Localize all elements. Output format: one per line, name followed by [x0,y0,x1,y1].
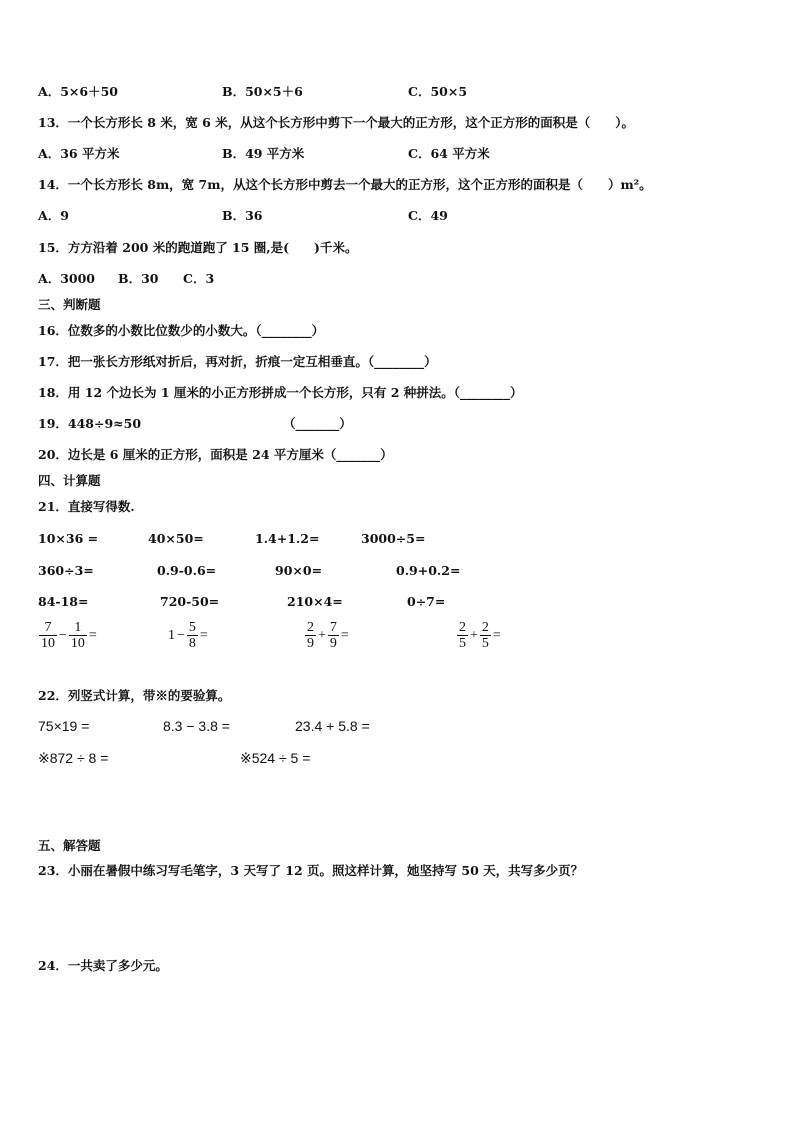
fraction [39,620,57,651]
fraction [305,620,316,651]
denominator: 8 [188,636,196,651]
q21-item: 40×50= [148,531,204,546]
denominator: 10 [41,636,55,651]
numerator: 2 [459,620,466,635]
fraction [69,620,87,651]
q22-item: ※872 ÷ 8 = [38,750,109,766]
q22-item: 75×19 = [38,718,90,734]
q14-option-c: C．49 [408,208,448,223]
equals-sign: = [492,627,501,643]
q16: 16．位数多的小数比位数少的小数大。（________） [38,323,325,338]
q21-stem: 21．直接写得数. [38,499,135,514]
q22-item: ※524 ÷ 5 = [240,750,311,766]
fraction [187,620,198,651]
denominator: 10 [70,636,85,651]
q12-option-a: A．5×6＋50 [38,84,118,99]
q21-item: 0.9+0.2= [396,563,461,578]
q19-expression: 19．448÷9≈50 [38,416,142,431]
q15-option-c: C．3 [183,271,215,286]
q17: 17．把一张长方形纸对折后，再对折，折痕一定互相垂直。（________） [38,354,437,369]
q21-fraction-expression [38,620,98,651]
q14-option-a: A．9 [38,208,69,223]
q21-item: 90×0= [275,563,323,578]
operator: + [470,627,478,643]
q15-option-b: B．30 [118,271,159,286]
numerator: 5 [188,620,196,635]
equals-sign: = [340,627,349,643]
operator: − [177,627,185,643]
q13-option-b: B．49 平方米 [222,146,305,161]
q23: 23．小丽在暑假中练习写毛笔字，3 天写了 12 页。照这样计算，她坚持写 50 天，共写多少页？ [38,863,584,878]
denominator: 5 [481,636,489,651]
q13-option-a: A．36 平方米 [38,146,120,161]
q14-stem: 14．一个长方形长 8m，宽 7m，从这个长方形中剪去一个最大的正方形，这个正方形的面积是（ ）m²。 [38,177,652,192]
q15-stem: 15．方方沿着 200 米的跑道跑了 15 圈,是( )千米。 [38,240,358,255]
denominator: 9 [329,636,337,651]
q13-option-c: C．64 平方米 [408,146,490,161]
whole-number: 1 [168,627,175,643]
operator: − [59,627,67,643]
q12-option-c: C．50×5 [408,84,468,99]
q22-item: 8.3 − 3.8 = [163,718,230,734]
q18: 18．用 12 个边长为 1 厘米的小正方形拼成一个长方形，只有 2 种拼法。（________） [38,385,523,400]
q21-item: 210×4= [287,594,343,609]
q21-item: 84-18= [38,594,89,609]
fraction [328,620,339,651]
section-title-judgment: 三、判断题 [38,297,101,312]
numerator: 1 [74,620,82,635]
q21-item: 360÷3= [38,563,94,578]
operator: + [318,627,326,643]
q21-item: 3000÷5= [361,531,426,546]
q21-item: 0÷7= [407,594,446,609]
q21-item: 720-50= [160,594,220,609]
numerator: 7 [329,620,337,635]
numerator: 7 [44,620,52,635]
equals-sign: = [199,627,208,643]
q21-fraction-expression [304,620,350,651]
q14-option-b: B．36 [222,208,263,223]
q19-answer-blank: （_______） [283,416,352,431]
q21-item: 10×36 = [38,531,99,546]
q21-fraction-expression [167,620,209,651]
section-title-calculation: 四、计算题 [38,473,101,488]
numerator: 2 [481,620,489,635]
q12-option-b: B．50×5＋6 [222,84,303,99]
q15-option-a: A．3000 [38,271,95,286]
q22-item: 23.4 + 5.8 = [295,718,370,734]
denominator: 9 [307,636,314,651]
equals-sign: = [88,627,97,643]
q24: 24．一共卖了多少元。 [38,958,168,973]
numerator: 2 [307,620,314,635]
q21-fraction-expression [456,620,502,651]
q22-stem: 22．列竖式计算，带※的要验算。 [38,688,231,703]
fraction [457,620,468,651]
q21-item: 1.4+1.2= [255,531,320,546]
q21-item: 0.9-0.6= [157,563,217,578]
q20: 20．边长是 6 厘米的正方形，面积是 24 平方厘米（_______） [38,447,393,462]
fraction [480,620,491,651]
section-title-word-problems: 五、解答题 [38,838,101,853]
denominator: 5 [459,636,466,651]
q13-stem: 13．一个长方形长 8 米，宽 6 米，从这个长方形中剪下一个最大的正方形，这个正方形的面积是（ ）。 [38,115,634,130]
